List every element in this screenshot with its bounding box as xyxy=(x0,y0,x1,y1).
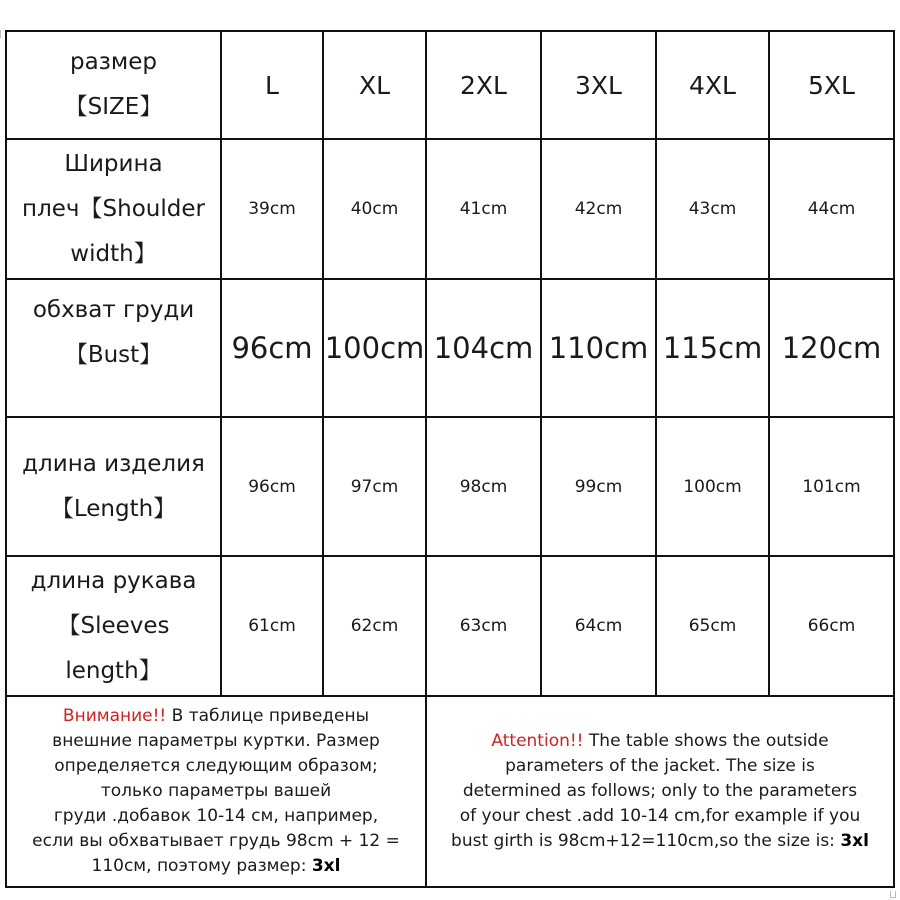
row-label-line: обхват груди xyxy=(32,297,195,323)
row-label-line: 【Length】 xyxy=(50,495,177,522)
row-label-line: length】 xyxy=(65,657,162,684)
note-line: внешние параметры куртки. Размер xyxy=(52,731,380,751)
sleeves-value: 61cm xyxy=(248,616,296,636)
size-chart-table xyxy=(5,30,895,888)
length-value: 101cm xyxy=(802,476,861,497)
row-label-length xyxy=(7,418,220,555)
row-label-line: Ширина xyxy=(64,150,163,177)
note-russian xyxy=(7,697,425,886)
length-value: 99cm xyxy=(574,476,623,497)
size-header-4xl: 4XL xyxy=(689,70,736,100)
shoulder-value: 42cm xyxy=(574,199,623,219)
sleeves-value: 63cm xyxy=(459,616,508,636)
size-header-l: L xyxy=(265,70,279,100)
table-border-right xyxy=(893,30,895,888)
bust-value: 100cm xyxy=(324,331,425,365)
shoulder-value: 43cm xyxy=(688,199,737,219)
size-header-xl: XL xyxy=(358,70,391,100)
shoulder-value: 44cm xyxy=(807,199,856,219)
corner-mark xyxy=(0,30,1,38)
header-label-cell xyxy=(7,32,220,138)
note-line: определяется следующим образом; xyxy=(54,756,378,776)
bust-value: 96cm xyxy=(231,331,313,365)
row-label-line: 【Sleeves xyxy=(57,612,170,639)
note-answer-ru: 3xl xyxy=(311,856,341,876)
sleeves-value: 66cm xyxy=(807,616,856,636)
header-label-line: 【SIZE】 xyxy=(64,94,163,120)
size-header-2xl: 2XL xyxy=(460,70,507,100)
row-label-sleeves xyxy=(7,557,220,695)
note-line: parameters of the jacket. The size is xyxy=(505,756,815,776)
length-value: 96cm xyxy=(248,476,296,497)
row-label-line: длина рукава xyxy=(30,567,197,594)
corner-mark xyxy=(890,891,896,898)
sleeves-value: 65cm xyxy=(688,616,737,636)
size-header-5xl: 5XL xyxy=(808,70,855,100)
note-line: груди .добавок 10-14 см, например, xyxy=(53,806,379,826)
row-label-line: 【Bust】 xyxy=(64,342,163,368)
note-answer-en: 3xl xyxy=(840,831,869,851)
row-label-shoulder xyxy=(7,140,220,278)
shoulder-value: 39cm xyxy=(248,199,296,219)
note-line: The table shows the outside xyxy=(583,731,829,751)
note-line: determined as follows; only to the parameters xyxy=(462,781,858,801)
bust-value: 104cm xyxy=(433,331,534,365)
row-label-line: длина изделия xyxy=(22,450,205,477)
bust-value: 110cm xyxy=(548,331,649,365)
row-label-bust xyxy=(7,280,220,416)
sleeves-value: 62cm xyxy=(350,616,399,636)
shoulder-value: 41cm xyxy=(459,199,508,219)
length-value: 100cm xyxy=(683,476,742,497)
note-line: bust girth is 98cm+12=110cm,so the size is: xyxy=(451,831,841,851)
note-line: В таблице приведены xyxy=(166,706,370,726)
note-english xyxy=(427,697,893,886)
row-label-line: width】 xyxy=(70,240,157,267)
note-warning-ru: Внимание!! xyxy=(62,706,167,726)
header-label-line: размер xyxy=(69,49,157,75)
length-value: 98cm xyxy=(459,476,508,497)
bust-value: 115cm xyxy=(662,331,763,365)
table-border-bottom xyxy=(5,886,895,888)
note-line: 110cм, поэтому размер: xyxy=(91,856,312,876)
size-header-3xl: 3XL xyxy=(575,70,622,100)
note-line: of your chest .add 10-14 cm,for example if you xyxy=(459,806,861,826)
note-line: только параметры вашей xyxy=(100,781,332,801)
row-label-line: плеч【Shoulder xyxy=(22,195,205,222)
shoulder-value: 40cm xyxy=(350,199,399,219)
note-line: если вы обхватывает грудь 98cm + 12 = xyxy=(32,831,400,851)
sleeves-value: 64cm xyxy=(574,616,623,636)
length-value: 97cm xyxy=(350,476,399,497)
note-warning-en: Attention!! xyxy=(491,731,584,751)
bust-value: 120cm xyxy=(781,331,882,365)
